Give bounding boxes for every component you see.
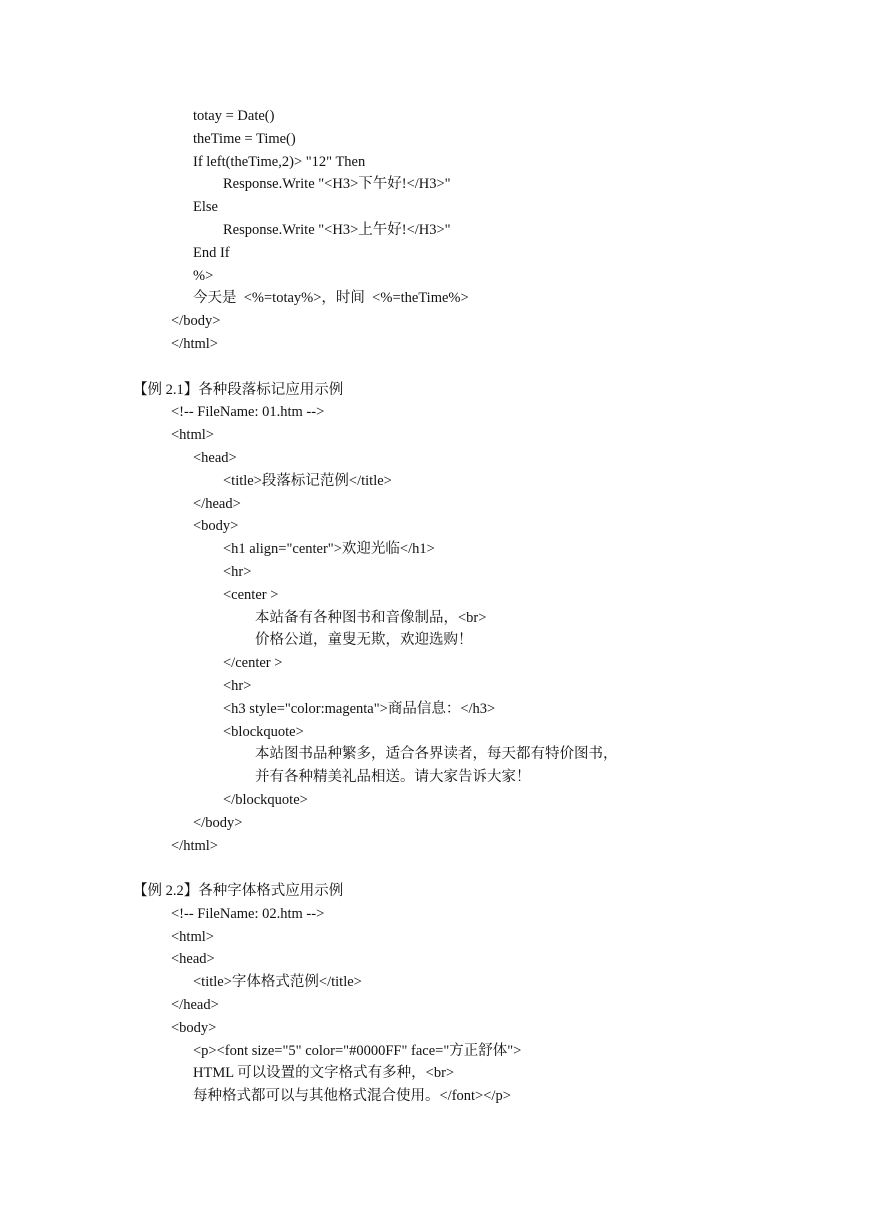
code-line: <h1 align="center">欢迎光临</h1> — [223, 541, 435, 558]
code-line: 每种格式都可以与其他格式混合使用。</font></p> — [193, 1088, 511, 1105]
code-line: </blockquote> — [223, 791, 308, 808]
code-line: <html> — [171, 928, 214, 945]
code-line: 本站图书品种繁多，适合各界读者，每天都有特价图书， — [255, 746, 618, 763]
code-line: </head> — [193, 495, 241, 512]
code-line: </html> — [171, 837, 218, 854]
code-line: </head> — [171, 997, 219, 1014]
code-line: <title>字体格式范例</title> — [193, 974, 362, 991]
code-line: <!-- FileName: 02.htm --> — [171, 905, 325, 922]
code-block-asp — [0, 105, 869, 356]
code-line: <center > — [223, 586, 279, 603]
code-line: <head> — [171, 951, 215, 968]
code-line: <!-- FileName: 01.htm --> — [171, 404, 325, 421]
code-line: <h3 style="color:magenta">商品信息：</h3> — [223, 700, 496, 717]
code-line: %> — [193, 267, 214, 284]
code-line: totay = Date() — [193, 108, 275, 124]
code-line: </body> — [171, 313, 221, 330]
code-line: Response.Write "<H3>下午好!</H3>" — [223, 176, 451, 193]
code-line: 本站备有各种图书和音像制品，<br> — [255, 609, 487, 626]
code-line: <hr> — [223, 563, 252, 580]
code-line: </html> — [171, 335, 218, 352]
document-page — [0, 105, 869, 1108]
code-line: <body> — [193, 518, 239, 535]
code-line: <blockquote> — [223, 723, 304, 740]
code-line: 价格公道，童叟无欺，欢迎选购！ — [255, 632, 473, 649]
code-line: 今天是 <%=totay%>，时间 <%=theTime%> — [193, 290, 469, 307]
code-line: theTime = Time() — [193, 130, 296, 147]
spacer — [0, 857, 869, 880]
code-line: </body> — [193, 814, 243, 831]
example-heading: 【例 2.1】各种段落标记应用示例 — [133, 381, 344, 398]
code-line: Else — [193, 199, 218, 216]
code-line: </center > — [223, 655, 283, 672]
code-line: If left(theTime,2)> "12" Then — [193, 153, 366, 170]
example-2-2 — [0, 880, 869, 1108]
spacer — [0, 356, 869, 379]
example-2-1 — [0, 379, 869, 858]
code-line: <body> — [171, 1019, 217, 1036]
code-line: <title>段落标记范例</title> — [223, 472, 392, 489]
code-line: Response.Write "<H3>上午好!</H3>" — [223, 221, 451, 238]
code-line: <html> — [171, 427, 214, 444]
code-line: <head> — [193, 449, 237, 466]
code-line: 并有各种精美礼品相送。请大家告诉大家！ — [255, 769, 531, 786]
code-line: <p><font size="5" color="#0000FF" face="方正舒体"> — [193, 1042, 522, 1059]
code-line: HTML 可以设置的文字格式有多种，<br> — [193, 1065, 455, 1082]
example-heading: 【例 2.2】各种字体格式应用示例 — [133, 883, 344, 900]
code-line: <hr> — [223, 677, 252, 694]
code-line: End If — [193, 244, 230, 261]
